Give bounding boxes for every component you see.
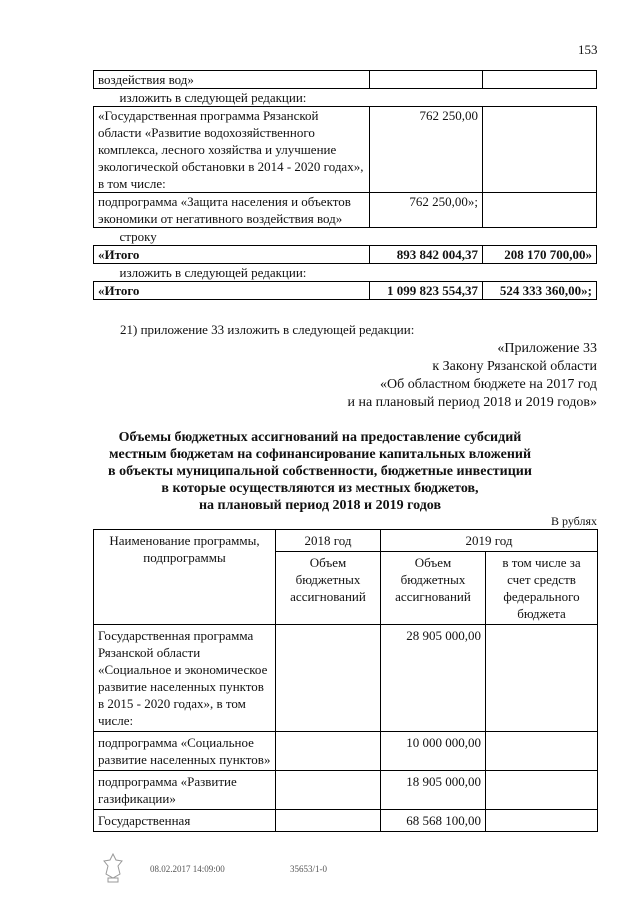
title-line: местным бюджетам на софинансирование капитальных вложений (108, 447, 532, 462)
row-federal (486, 732, 598, 771)
row-value-1: 762 250,00»; (370, 193, 483, 228)
row-2018 (276, 625, 381, 732)
title-line: в которые осуществляются из местных бюджетов, (161, 481, 479, 496)
row-value-2 (483, 71, 597, 89)
row-name: подпрограмма «Социальное развитие населенных пунктов» (94, 732, 276, 771)
header-2019: 2019 год (381, 530, 598, 552)
row-name: подпрограмма «Развитие газификации» (94, 771, 276, 810)
row-name: Государственная программа Рязанской области «Социальное и экономическое развитие населенных пунктов в 2015 - 2020 годах», в том числе: (94, 625, 276, 732)
table-row (94, 71, 597, 89)
row-federal (486, 771, 598, 810)
annex-header (347, 340, 597, 412)
footer-datetime: 08.02.2017 14:09:00 (150, 864, 225, 874)
table-row (94, 771, 598, 810)
annex-line: к Закону Рязанской области (432, 359, 597, 374)
total-value-1: 893 842 004,37 (370, 246, 483, 264)
row-value-1: 762 250,00 (370, 107, 483, 193)
header-federal-2019: в том числе за счет средств федерального бюджета (486, 552, 598, 625)
annex-line: «Об областном бюджете на 2017 год (380, 377, 597, 392)
table-row (94, 732, 598, 771)
replace-instruction: изложить в следующей редакции: (119, 90, 307, 105)
units-label: В рублях (550, 514, 597, 528)
header-volume-2019: Объем бюджетных ассигнований (381, 552, 486, 625)
amendment-table (93, 70, 597, 300)
budget-table (93, 529, 598, 832)
row-name: подпрограмма «Защита населения и объектов экономики от негативного воздействия вод» (94, 193, 370, 228)
row-federal (486, 810, 598, 832)
header-2018: 2018 год (276, 530, 381, 552)
total-row-new (94, 282, 597, 300)
row-federal (486, 625, 598, 732)
annex-line: и на плановый период 2018 и 2019 годов» (347, 395, 597, 410)
header-volume-2018: Объем бюджетных ассигнований (276, 552, 381, 625)
row-2019: 28 905 000,00 (381, 625, 486, 732)
row-2019: 10 000 000,00 (381, 732, 486, 771)
table-header-row (94, 530, 598, 552)
row-2019: 18 905 000,00 (381, 771, 486, 810)
row-value-1 (370, 71, 483, 89)
row-value-2 (483, 193, 597, 228)
total-value-1: 1 099 823 554,37 (370, 282, 483, 300)
replace-instruction: изложить в следующей редакции: (119, 265, 307, 280)
total-row-old (94, 246, 597, 264)
title-line: Объемы бюджетных ассигнований на предоставление субсидий (118, 430, 522, 445)
total-value-2: 208 170 700,00» (483, 246, 597, 264)
row-value-2 (483, 107, 597, 193)
annex-line: «Приложение 33 (497, 341, 597, 356)
row-2018 (276, 771, 381, 810)
table-row (94, 810, 598, 832)
document-title (100, 429, 540, 514)
total-label: «Итого (94, 246, 370, 264)
title-line: на плановый период 2018 и 2019 годов (198, 498, 442, 513)
title-line: в объекты муниципальной собственности, бюджетные инвестиции (108, 464, 532, 479)
total-value-2: 524 333 360,00»; (483, 282, 597, 300)
item-21: 21) приложение 33 изложить в следующей редакции: (120, 322, 415, 337)
row-2018 (276, 732, 381, 771)
table-row (94, 193, 597, 228)
total-label: «Итого (94, 282, 370, 300)
line-instruction: строку (119, 229, 157, 244)
row-name: воздействия вод» (94, 71, 370, 89)
row-name: Государственная (94, 810, 276, 832)
table-row (94, 625, 598, 732)
header-name: Наименование программы, подпрограммы (94, 530, 276, 625)
row-2018 (276, 810, 381, 832)
table-row (94, 107, 597, 193)
footer-doc-id: 35653/1-0 (290, 864, 327, 874)
row-name: «Государственная программа Рязанской области «Развитие водохозяйственного комплекса, лесного хозяйства и улучшение экологической обстановки в 2014 - 2020 годах», в том числе: (94, 107, 370, 193)
row-2019: 68 568 100,00 (381, 810, 486, 832)
page-number: 153 (578, 42, 598, 57)
emblem-icon (100, 852, 126, 884)
